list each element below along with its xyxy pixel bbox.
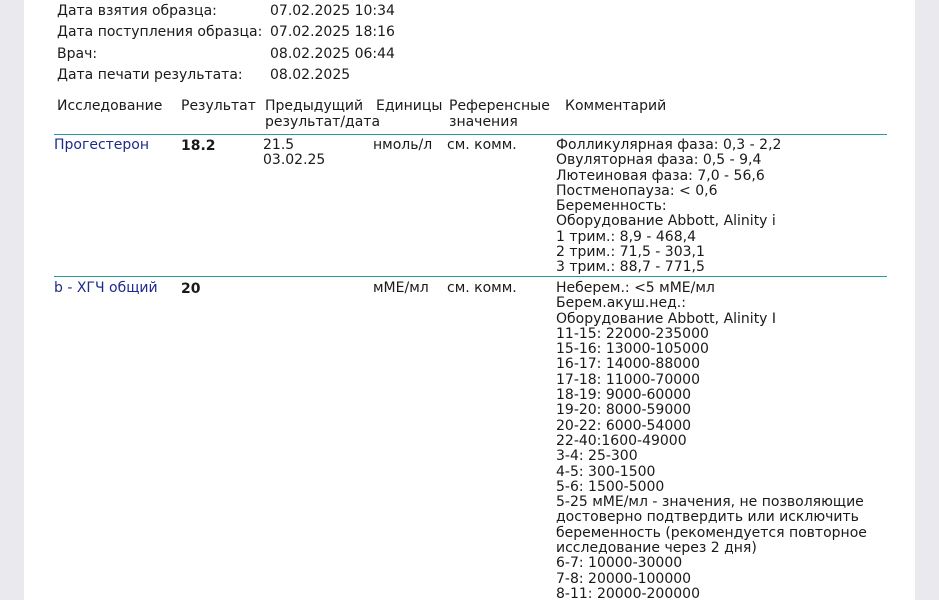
comment-line: 22-40:1600-49000 (556, 432, 687, 449)
row-progesterone-test: Прогестерон (54, 137, 150, 153)
sample-date-value: 07.02.2025 10:34 (270, 3, 395, 19)
col-header-reference-line1: Референсные (449, 98, 550, 114)
col-header-previous (265, 98, 380, 130)
comment-line: достоверно подтвердить или исключить (556, 509, 859, 526)
col-header-units: Единицы (376, 98, 443, 114)
col-header-previous-line1: Предыдущий (265, 98, 364, 114)
comment-line: Берем.акуш.нед.: (556, 295, 686, 312)
doctor-label: Врач: (57, 45, 98, 62)
row-progesterone-units: нмоль/л (373, 137, 433, 153)
print-date-value: 08.02.2025 (270, 66, 351, 83)
row-hcg-comment (556, 281, 867, 600)
comment-line: Фолликулярная фаза: 0,3 - 2,2 (556, 137, 782, 153)
row-progesterone-prev-value: 21.5 (263, 137, 295, 153)
row-divider (54, 276, 887, 277)
col-header-reference-line2: значения (449, 114, 518, 130)
col-header-comment: Комментарий (565, 98, 667, 114)
comment-line: 8-11: 20000-200000 (556, 585, 700, 600)
comment-line: 2 трим.: 71,5 - 303,1 (556, 244, 705, 261)
row-progesterone-reference: см. комм. (447, 137, 517, 153)
row-progesterone-result: 18.2 (181, 138, 216, 154)
col-header-test: Исследование (57, 98, 163, 114)
report-page (24, 0, 915, 600)
row-hcg-result: 20 (181, 281, 201, 297)
comment-line: 6-7: 10000-30000 (556, 555, 683, 572)
comment-line: Беременность: (556, 198, 667, 215)
comment-line: 19-20: 8000-59000 (556, 402, 692, 419)
comment-line: 20-22: 6000-54000 (556, 417, 692, 434)
comment-line: Лютеиновая фаза: 7,0 - 56,6 (556, 167, 765, 184)
row-hcg-units: мМЕ/мл (373, 280, 429, 296)
comment-line: 15-16: 13000-105000 (556, 341, 709, 358)
row-progesterone-previous (263, 138, 325, 169)
header-divider (54, 134, 887, 135)
comment-line: 1 трим.: 8,9 - 468,4 (556, 228, 696, 245)
row-progesterone-comment (556, 138, 781, 276)
comment-line: 3 трим.: 88,7 - 771,5 (556, 259, 705, 276)
comment-line: исследование через 2 дня) (556, 540, 757, 557)
comment-line: Овуляторная фаза: 0,5 - 9,4 (556, 152, 762, 169)
comment-line: 17-18: 11000-70000 (556, 371, 700, 388)
comment-line: 3-4: 25-300 (556, 448, 638, 465)
comment-line: 5-25 мМЕ/мл - значения, не позволяющие (556, 494, 864, 511)
comment-line: Постменопауза: < 0,6 (556, 182, 718, 199)
comment-line: 18-19: 9000-60000 (556, 387, 692, 404)
comment-line: 11-15: 22000-235000 (556, 325, 709, 342)
comment-line: 5-6: 1500-5000 (556, 478, 665, 495)
comment-line: Неберем.: <5 мМЕ/мл (556, 280, 715, 296)
comment-line: Оборудование Abbott, Alinity i (556, 213, 776, 230)
comment-line: беременность (рекомендуется повторное (556, 524, 867, 541)
comment-line: 16-17: 14000-88000 (556, 356, 700, 373)
received-date-value: 07.02.2025 18:16 (270, 24, 395, 41)
col-header-previous-line2: результат/дата (265, 114, 381, 130)
row-hcg-test: b - ХГЧ общий (54, 280, 158, 296)
comment-line: 7-8: 20000-100000 (556, 570, 692, 587)
comment-line: Оборудование Abbott, Alinity I (556, 310, 777, 327)
row-progesterone-prev-date: 03.02.25 (263, 152, 326, 169)
comment-line: 4-5: 300-1500 (556, 463, 656, 480)
doctor-value: 08.02.2025 06:44 (270, 45, 395, 62)
received-date-label: Дата поступления образца: (57, 24, 263, 41)
col-header-result: Результат (181, 98, 256, 114)
print-date-label: Дата печати результата: (57, 66, 243, 83)
row-hcg-reference: см. комм. (447, 280, 517, 296)
col-header-reference (449, 98, 550, 130)
sample-date-label: Дата взятия образца: (57, 3, 217, 19)
